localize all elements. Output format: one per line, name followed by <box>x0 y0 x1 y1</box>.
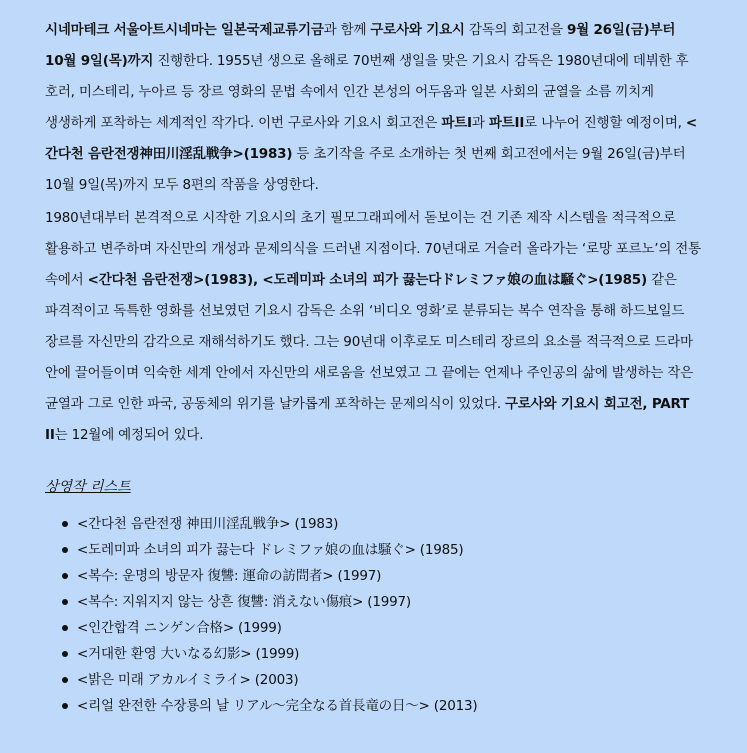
list-item: <인간합격 ニンゲン合格> (1999) <box>77 615 707 641</box>
text-run: 1980년대부터 본격적으로 시작한 기요시의 초기 필모그래피에서 돋보이는 건 기존 제작 시스템을 적극적으로 활용하고 변주하며 자신만의 개성과 문제의식을 드러낸 지점이다. 70년대로 거슬러 올라가는 ‘로망 포르노’의 전통 속에서 <box>45 210 701 288</box>
event-dates: 9월 26일(금)부터 10월 9일(목)까지 <box>45 22 676 69</box>
text-run: 로 나누어 진행할 예정이며, <box>524 115 686 131</box>
text-run: 진행한다. 1955년 생으로 올해로 70번째 생일을 맞은 기요시 감독은 1980년대에 데뷔한 후 호러, 미스테리, 누아르 등 장르 영화의 문법 속에서 인간 본성의 어두움과 일본 사회의 균열을 소름 끼치게 생생하게 포착하는 세계적인 작가다. 이번 구로사와 기요시 회고전은 <box>45 53 689 131</box>
intro-paragraph-2 <box>45 203 707 451</box>
list-item: <간다천 음란전쟁 神田川淫乱戦争> (1983) <box>77 511 707 537</box>
intro-paragraph-1 <box>45 15 707 201</box>
text-run: 과 <box>471 115 489 131</box>
list-item: <거대한 환영 大いなる幻影> (1999) <box>77 641 707 667</box>
text-run: 같은 파격적이고 독특한 영화를 선보였던 기요시 감독은 소위 ‘비디오 영화’로 분류되는 복수 연작을 통해 하드보일드 장르를 자신만의 감각으로 재해석하기도 했다. 그는 90년대 이후로도 미스테리 장르의 요소를 적극적으로 드라마 안에 끌어들이며 익숙한 세계 안에서 자신만의 새로움을 선보였고 그 끝에는 언제나 주인공의 삶에 발생하는 작은 균열과 그로 인한 파국, 공동체의 위기를 날카롭게 포착하는 문제의식이 있었다. <box>45 272 693 412</box>
text-run: 는 12월에 예정되어 있다. <box>54 427 204 443</box>
text-run: 등 초기작을 주로 소개하는 첫 번째 회고전에서는 9월 26일(금)부터 10월 9일(목)까지 모두 8편의 작품을 상영한다. <box>45 146 686 193</box>
part-two-label: 파트II <box>488 115 525 131</box>
screening-list <box>45 511 707 719</box>
cinematheque-name: 시네마테크 서울아트시네마는 일본국제교류기금 <box>45 22 324 38</box>
list-item: <밝은 미래 アカルイミライ> (2003) <box>77 667 707 693</box>
part-one-label: 파트I <box>441 115 472 131</box>
list-item: <복수: 운명의 방문자 復讐: 運命の訪問者> (1997) <box>77 563 707 589</box>
featured-film-title: <간다천 음란전쟁神田川淫乱戦争>(1983) <box>45 115 697 162</box>
list-item: <복수: 지워지지 않는 상흔 復讐: 消えない傷痕> (1997) <box>77 589 707 615</box>
list-item: <도레미파 소녀의 피가 끓는다 ドレミファ娘の血は騒ぐ> (1985) <box>77 537 707 563</box>
screening-list-heading: 상영작 리스트 <box>45 479 131 495</box>
list-item: <리얼 완전한 수장룡의 날 リアル～完全なる首長竜の日～> (2013) <box>77 693 707 719</box>
director-name: 구로사와 기요시 <box>370 22 465 38</box>
early-film-titles: <간다천 음란전쟁>(1983), <도레미파 소녀의 피가 끓는다ドレミファ娘の血は騒ぐ>(1985) <box>87 272 647 288</box>
text-run: 과 함께 <box>323 22 371 38</box>
text-run: 감독의 회고전을 <box>464 22 567 38</box>
retrospective-part-two: 구로사와 기요시 회고전, PART II <box>45 396 690 443</box>
